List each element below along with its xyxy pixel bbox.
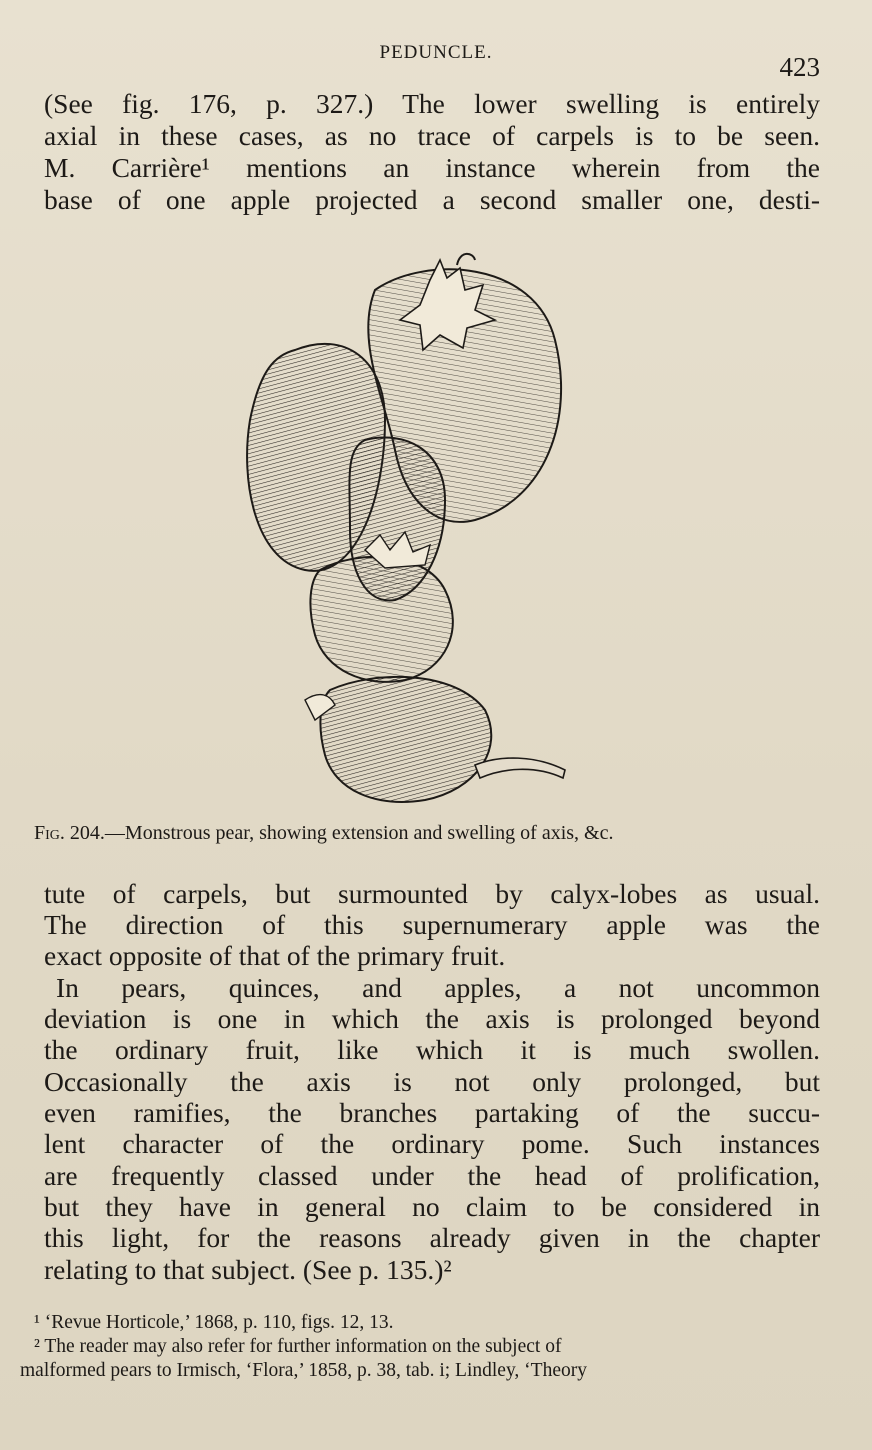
text-line: The direction of this supernumerary apple was the [44,909,820,940]
text-line: are frequently classed under the head of prolification, [44,1160,820,1191]
text-line: but they have in general no claim to be considered in [44,1191,820,1222]
text-line: the ordinary fruit, like which it is much swollen. [44,1034,820,1065]
page-number: 423 [779,52,820,82]
text-line: Occasionally the axis is not only prolonged, but [44,1066,820,1097]
footnote: ² The reader may also refer for further information on the subject of [34,1336,562,1357]
text-line: deviation is one in which the axis is prolonged beyond [44,1003,820,1034]
text-line: (See fig. 176, p. 327.) The lower swelling is entirely [44,88,820,119]
footnote: ¹ ‘Revue Horticole,’ 1868, p. 110, figs. 12, 13. [34,1312,394,1333]
text-line: this light, for the reasons already given in the chapter [44,1222,820,1253]
figure-caption-label: Fig. 204. [34,822,105,844]
monstrous-pear-illustration [235,250,575,820]
text-line: exact opposite of that of the primary fruit. [44,940,506,971]
text-line: tute of carpels, but surmounted by calyx-lobes as usual. [44,878,820,909]
figure-caption [34,822,810,845]
text-line: In pears, quinces, and apples, a not uncommon [56,972,820,1003]
text-line: base of one apple projected a second smaller one, desti- [44,184,820,215]
text-line: M. Carrière¹ mentions an instance wherein from the [44,152,820,183]
text-line: even ramifies, the branches partaking of the succu- [44,1097,820,1128]
running-head: PEDUNCLE. [379,42,493,63]
figure-caption-text: —Monstrous pear, showing extension and swelling of axis, &c. [104,822,614,844]
footnote: malformed pears to Irmisch, ‘Flora,’ 1858, p. 38, tab. i; Lindley, ‘Theory [20,1360,587,1381]
text-line: relating to that subject. (See p. 135.)² [44,1254,452,1285]
text-line: axial in these cases, as no trace of carpels is to be seen. [44,120,820,151]
text-line: lent character of the ordinary pome. Such instances [44,1128,820,1159]
